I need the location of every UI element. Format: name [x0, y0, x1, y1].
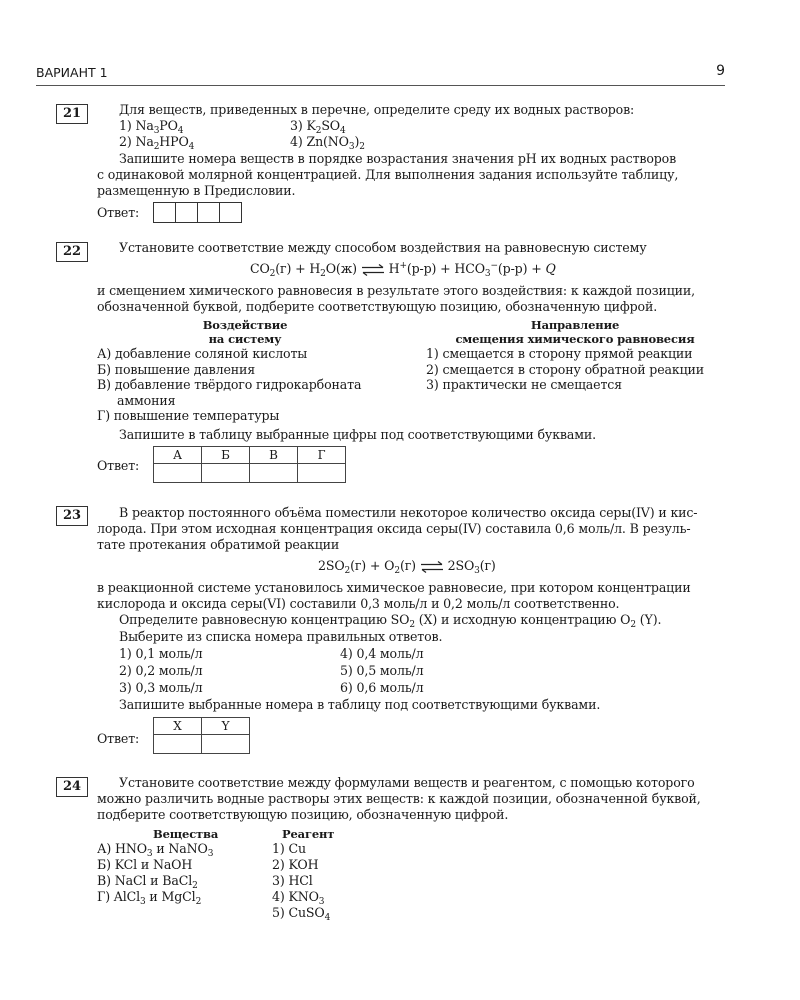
equilibrium-arrow-icon — [361, 264, 385, 276]
q21-item-4: 4) $Zn(NO_3)_2$ — [290, 134, 365, 152]
q23-option-2: 2) 0,2 моль/л — [119, 663, 203, 678]
q23-option-4: 4) 0,4 моль/л — [340, 646, 424, 661]
q23-option-1: 1) 0,1 моль/л — [119, 646, 203, 661]
q21-answer-cell[interactable] — [197, 202, 220, 223]
q22-right-item-3: 3) практически не смещается — [426, 377, 622, 392]
q21-answer-cell[interactable] — [153, 202, 176, 223]
q23-line-7: Выберите из списка номера правильных ответов. — [119, 629, 443, 644]
q23-option-6: 6) 0,6 моль/л — [340, 680, 424, 695]
question-number-23: 23 — [56, 506, 88, 526]
q21-task-line-1: Запишите номера веществ в порядке возрастания значения pH их водных растворов — [119, 151, 677, 166]
q24-right-item-4: 4) $KNO_3$ — [272, 889, 325, 907]
q21-answer-label: Ответ: — [97, 205, 140, 220]
q22-answer-header: А — [154, 447, 202, 464]
q22-line-3: обозначенной буквой, подберите соответствующую позицию, обозначенную цифрой. — [97, 299, 658, 314]
q22-left-item-a: А) добавление соляной кислоты — [97, 346, 308, 361]
q23-line-2: лорода. При этом исходная концентрация оксида серы(IV) составила 0,6 моль/л. В резуль- — [97, 521, 691, 536]
q22-col-left-title-1: Воздействие — [202, 318, 288, 332]
question-number-24: 24 — [56, 777, 88, 797]
q24-line-2: можно различить водные растворы этих веществ: к каждой позиции, обозначенной буквой, — [97, 791, 701, 806]
q21-task-line-2: с одинаковой молярной концентрацией. Для выполнения задания используйте таблицу, — [97, 167, 679, 182]
q23-line-3: тате протекания обратимой реакции — [97, 537, 340, 552]
q21-task-line-3: размещенную в Предисловии. — [97, 183, 296, 198]
q22-answer-table — [153, 446, 346, 483]
q24-right-item-2: 2) KOH — [272, 857, 319, 872]
q22-answer-header: Б — [202, 447, 250, 464]
q22-answer-cell[interactable] — [298, 464, 346, 483]
q23-answer-header: Y — [202, 718, 250, 735]
q23-answer-table — [153, 717, 250, 754]
q24-line-3: подберите соответствующую позицию, обозначенную цифрой. — [97, 807, 509, 822]
q24-left-item-v: В) NaCl и BaCl$_2$ — [97, 873, 198, 891]
q23-option-5: 5) 0,5 моль/л — [340, 663, 424, 678]
q24-col-left-title: Вещества — [153, 827, 219, 841]
q24-left-item-b: Б) KCl и NaOH — [97, 857, 193, 872]
q22-answer-cell[interactable] — [202, 464, 250, 483]
page-header — [36, 63, 725, 86]
q23-equation: $2SO_2(г) + O_2(г)$ $2SO_3(г)$ — [318, 558, 496, 576]
q21-intro: Для веществ, приведенных в перечне, определите среду их водных растворов: — [119, 102, 635, 117]
page-number: 9 — [716, 63, 725, 79]
q24-left-item-a: А) $HNO_3$ и NaNO$_3$ — [97, 841, 214, 859]
q21-answer-boxes — [154, 202, 242, 223]
variant-label: ВАРИАНТ 1 — [36, 65, 108, 80]
q23-instruction: Запишите выбранные номера в таблицу под соответствующими буквами. — [119, 697, 601, 712]
q22-col-right-title-1: Направление — [530, 318, 620, 332]
q21-answer-cell[interactable] — [175, 202, 198, 223]
q22-left-item-g: Г) повышение температуры — [97, 408, 280, 423]
q22-left-item-v: В) добавление твёрдого гидрокарбоната — [97, 377, 362, 392]
q24-right-item-1: 1) Cu — [272, 841, 306, 856]
q22-line-2: и смещением химического равновесия в результате этого воздействия: к каждой позиции, — [97, 283, 695, 298]
q23-option-3: 3) 0,3 моль/л — [119, 680, 203, 695]
q24-line-1: Установите соответствие между формулами веществ и реагентом, с помощью которого — [119, 775, 695, 790]
q24-right-item-5: 5) CuSO$_4$ — [272, 905, 331, 923]
q22-col-right-title-2: смещения химического равновесия — [455, 332, 695, 346]
q22-equation: $CO_2(г) + H_2O(ж) H^+(р-р) + HCO_3^-(р-р) + Q$ — [250, 261, 556, 279]
equilibrium-arrow-icon — [420, 561, 444, 573]
q21-answer-cell[interactable] — [219, 202, 242, 223]
q22-answer-header: Г — [298, 447, 346, 464]
q21-item-2: 2) $Na_2HPO_4$ — [119, 134, 195, 152]
q22-intro: Установите соответствие между способом воздействия на равновесную систему — [119, 240, 647, 255]
q22-left-item-v-cont: аммония — [117, 393, 176, 408]
q23-answer-cell[interactable] — [154, 735, 202, 754]
question-number-21: 21 — [56, 104, 88, 124]
q24-col-right-title: Реагент — [282, 827, 335, 841]
q24-right-item-3: 3) HCl — [272, 873, 313, 888]
q23-answer-header: X — [154, 718, 202, 735]
q24-left-item-g: Г) AlCl$_3$ и MgCl$_2$ — [97, 889, 202, 907]
q23-answer-cell[interactable] — [202, 735, 250, 754]
q23-answer-label: Ответ: — [97, 731, 140, 746]
q22-answer-header: В — [250, 447, 298, 464]
q22-instruction: Запишите в таблицу выбранные цифры под соответствующими буквами. — [119, 427, 596, 442]
q22-answer-cell[interactable] — [154, 464, 202, 483]
q23-line-5: кислорода и оксида серы(VI) составили 0,3 моль/л и 0,2 моль/л соответственно. — [97, 596, 620, 611]
q22-answer-label: Ответ: — [97, 458, 140, 473]
q21-item-3: 3) $K_2SO_4$ — [290, 118, 346, 136]
q21-item-1: 1) $Na_3PO_4$ — [119, 118, 184, 136]
q22-right-item-2: 2) смещается в сторону обратной реакции — [426, 362, 705, 377]
q22-answer-cell[interactable] — [250, 464, 298, 483]
q22-right-item-1: 1) смещается в сторону прямой реакции — [426, 346, 693, 361]
q22-left-item-b: Б) повышение давления — [97, 362, 256, 377]
question-number-22: 22 — [56, 242, 88, 262]
q22-col-left-title-2: на систему — [208, 332, 282, 346]
q23-line-1: В реактор постоянного объёма поместили некоторое количество оксида серы(IV) и кис- — [119, 505, 698, 520]
q23-line-6: Определите равновесную концентрацию $SO_2$ (X) и исходную концентрацию $O_2$ (Y). — [119, 612, 662, 630]
q23-line-4: в реакционной системе установилось химическое равновесие, при котором концентрации — [97, 580, 691, 595]
